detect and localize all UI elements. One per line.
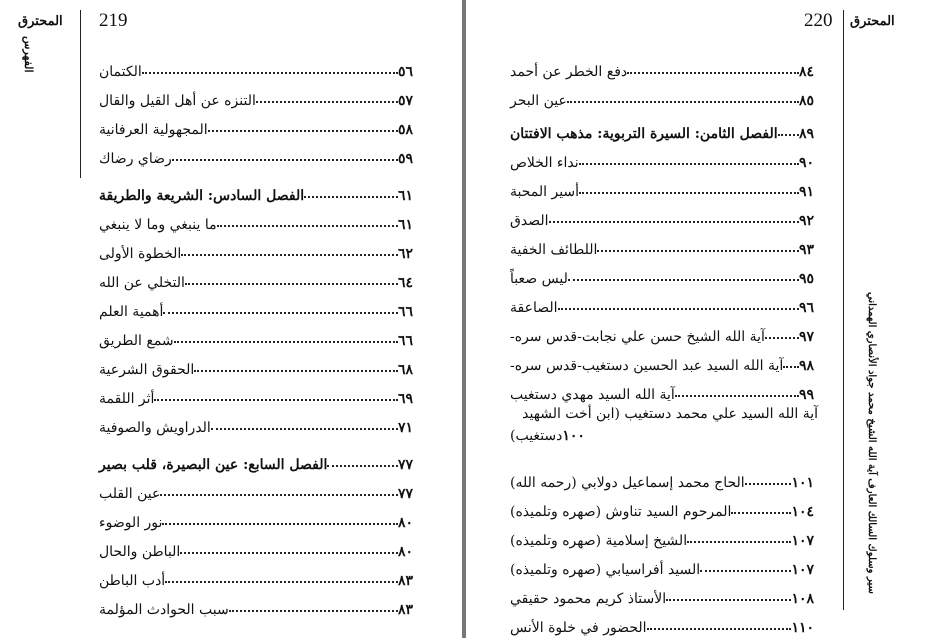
dot-leader (745, 483, 792, 485)
dot-leader (154, 399, 398, 401)
toc-entry-page: ١٠٤ (791, 504, 814, 520)
toc-entry-title: عين القلب (99, 486, 161, 502)
toc-entry (95, 563, 417, 589)
toc-entry-title: الأستاذ كريم محمود حقيقي (510, 591, 667, 607)
dot-leader (327, 465, 398, 467)
toc-entry-page: ٩٥ (798, 271, 814, 287)
toc-entry-page: ٨٤ (798, 64, 814, 80)
toc-entry-page: ٩٧ (798, 329, 814, 345)
toc-entry-page: ٦٢ (397, 246, 413, 262)
toc-entry (95, 352, 417, 378)
dot-leader (160, 494, 398, 496)
toc-entry-page: ٥٨ (397, 122, 413, 138)
toc-entry (95, 294, 417, 320)
header-rule (80, 10, 81, 178)
toc-entry (95, 112, 417, 138)
left-page (0, 0, 462, 638)
toc-entry-title: الخطوة الأولى (99, 246, 182, 262)
toc-entry (506, 290, 818, 316)
dot-leader (256, 101, 398, 103)
dot-leader (579, 163, 799, 165)
dot-leader (675, 395, 799, 397)
toc-entry-page: ٧٧ (397, 457, 413, 473)
toc-entry (506, 348, 818, 374)
toc-entry-page: ٦٦ (397, 304, 413, 320)
toc-entry-title: الصاعقة (510, 300, 558, 316)
toc-entry (95, 323, 417, 349)
header-rule (843, 10, 844, 610)
dot-leader (217, 225, 398, 227)
toc-entry (506, 145, 818, 171)
toc-entry (506, 261, 818, 287)
toc-entry-page: ١٠٠ (562, 428, 585, 444)
dot-leader (304, 196, 398, 198)
toc-entry-title: أهمية العلم (99, 304, 164, 320)
dot-leader (558, 308, 799, 310)
dot-leader (666, 599, 791, 601)
toc-entry-continuation (506, 428, 818, 444)
toc-entry-page: ٨٣ (397, 573, 413, 589)
toc-entry (95, 381, 417, 407)
dot-leader (627, 72, 799, 74)
dot-leader (163, 312, 398, 314)
toc-entry (95, 534, 417, 560)
toc-entry-title: الفصل السادس: الشريعة والطريقة (99, 188, 305, 204)
toc-entry-page: ٩٠ (798, 155, 814, 171)
toc-entry-page: ٦٤ (397, 275, 413, 291)
toc-entry-title: سبب الحوادث المؤلمة (99, 602, 229, 618)
toc-entry-page: ٨٩ (798, 126, 814, 142)
toc-entry-page: ٥٧ (397, 93, 413, 109)
toc-entry (506, 465, 818, 491)
toc-entry-page: ١٠٨ (791, 591, 814, 607)
toc-entry (506, 319, 818, 345)
right-page (466, 0, 928, 638)
toc-entry-page: ٩٨ (798, 358, 814, 374)
dot-leader (181, 254, 398, 256)
toc-entry-title: الحاج محمد إسماعيل دولابي (رحمه الله) (510, 475, 745, 491)
toc-entry (95, 178, 417, 204)
dot-leader (568, 279, 799, 281)
toc-entry (95, 592, 417, 618)
toc-entry-page: ٦١ (397, 217, 413, 233)
toc-entry-page: ٦٩ (397, 391, 413, 407)
toc-list (95, 54, 417, 624)
toc-entry (95, 54, 417, 80)
toc-entry-page: ٨٠ (397, 515, 413, 531)
toc-entry (506, 406, 818, 444)
dot-leader (687, 541, 791, 543)
toc-entry-title: ليس صعباً (510, 271, 568, 287)
dot-leader (180, 552, 398, 554)
toc-entry-title: أدب الباطن (99, 573, 166, 589)
toc-entry-page: ١٠١ (791, 475, 814, 491)
toc-entry-title-cont: دستغيب) (510, 428, 563, 444)
dot-leader (194, 370, 398, 372)
toc-entry-title: آية الله الشيخ حسن علي نجابت-قدس سره- (510, 329, 765, 345)
dot-leader (778, 134, 799, 136)
toc-entry (506, 174, 818, 200)
toc-entry (506, 83, 818, 109)
toc-entry-page: ١٠٧ (791, 533, 814, 549)
toc-entry-page: ٧٧ (397, 486, 413, 502)
toc-entry (506, 552, 818, 578)
toc-entry (95, 207, 417, 233)
toc-entry (95, 476, 417, 502)
page-number: 220 (804, 10, 833, 31)
toc-entry-page: ٧١ (397, 420, 413, 436)
dot-leader (549, 221, 799, 223)
toc-entry-title: آية الله السيد مهدي دستغيب (510, 387, 675, 403)
toc-entry (506, 377, 818, 403)
dot-leader (597, 250, 799, 252)
side-label: الفهرس (22, 36, 35, 73)
dot-leader (579, 192, 799, 194)
toc-entry-title: الباطن والحال (99, 544, 181, 560)
dot-leader (174, 341, 398, 343)
toc-entry (95, 236, 417, 262)
toc-entry-title: السيد أفراسيابي (صهره وتلميذه) (510, 562, 701, 578)
toc-entry (95, 141, 417, 167)
toc-entry-title: التخلي عن الله (99, 275, 185, 291)
toc-entry-title: الفصل الثامن: السيرة التربوية: مذهب الافتتان (510, 126, 778, 142)
toc-entry (95, 505, 417, 531)
toc-entry-page: ٦١ (397, 188, 413, 204)
toc-entry-page: ٦٨ (397, 362, 413, 378)
toc-entry-page: ٦٦ (397, 333, 413, 349)
dot-leader (783, 366, 799, 368)
toc-entry-page: ٩٢ (798, 213, 814, 229)
dot-leader (700, 570, 791, 572)
dot-leader (142, 72, 398, 74)
toc-entry-page: ٩٣ (798, 242, 814, 258)
toc-entry-title: شمع الطريق (99, 333, 174, 349)
dot-leader (162, 523, 398, 525)
toc-entry-page: ٨٥ (798, 93, 814, 109)
toc-entry-title: آية الله السيد عبد الحسين دستغيب-قدس سره- (510, 358, 784, 374)
dot-leader (567, 101, 799, 103)
dot-leader (211, 428, 398, 430)
toc-entry (506, 523, 818, 549)
toc-entry-page: ٩١ (798, 184, 814, 200)
toc-entry-title: الفصل السابع: عين البصيرة، قلب بصير (99, 457, 328, 473)
toc-entry-title: ما ينبغي وما لا ينبغي (99, 217, 217, 233)
toc-entry-title: الدراويش والصوفية (99, 420, 211, 436)
toc-entry-title: نداء الخلاص (510, 155, 579, 171)
toc-entry-page: ٨٠ (397, 544, 413, 560)
toc-entry (506, 610, 818, 636)
dot-leader (229, 610, 398, 612)
toc-entry-page: ١١٠ (791, 620, 814, 636)
toc-entry-title: نور الوضوء (99, 515, 163, 531)
dot-leader (172, 159, 398, 161)
running-header: المحترق (850, 14, 895, 29)
toc-entry (506, 494, 818, 520)
toc-entry-page: ١٠٧ (791, 562, 814, 578)
toc-entry-title: الحضور في خلوة الأنس (510, 620, 647, 636)
dot-leader (208, 130, 398, 132)
toc-entry-title: أسير المحبة (510, 184, 580, 200)
toc-entry-title: آية الله السيد علي محمد دستغيب (ابن أخت الشهيد (522, 406, 818, 422)
running-header: المحترق (18, 14, 63, 29)
toc-entry (95, 265, 417, 291)
page-number: 219 (99, 10, 128, 31)
toc-entry-title: أثر اللقمة (99, 391, 155, 407)
toc-entry-title: الشيخ إسلامية (صهره وتلميذه) (510, 533, 688, 549)
toc-entry-title: المرحوم السيد تناوش (صهره وتلميذه) (510, 504, 732, 520)
toc-entry-title: اللطائف الخفية (510, 242, 598, 258)
dot-leader (765, 337, 799, 339)
toc-entry (95, 410, 417, 436)
toc-entry-page: ٩٦ (798, 300, 814, 316)
side-label: سير وسلوك السالك العارف آية الله الشيخ محمد جواد الأنصاري الهمداني (866, 292, 877, 594)
toc-entry-title: الصدق (510, 213, 549, 229)
toc-entry-page: ٥٩ (397, 151, 413, 167)
dot-leader (647, 628, 792, 630)
dot-leader (185, 283, 398, 285)
toc-entry-title: التنزه عن أهل القيل والقال (99, 93, 256, 109)
toc-entry (506, 203, 818, 229)
toc-entry-title: عين البحر (510, 93, 567, 109)
toc-entry-page: ٩٩ (798, 387, 814, 403)
toc-entry (506, 54, 818, 80)
toc-entry-page: ٨٣ (397, 602, 413, 618)
toc-entry-page: ٥٦ (397, 64, 413, 80)
dot-leader (165, 581, 398, 583)
dot-leader (731, 512, 791, 514)
toc-entry-title: دفع الخطر عن أحمد (510, 64, 628, 80)
toc-entry (95, 447, 417, 473)
toc-entry-title: المجهولية العرفانية (99, 122, 208, 138)
toc-entry (506, 581, 818, 607)
toc-entry (506, 232, 818, 258)
toc-entry-title: الحقوق الشرعية (99, 362, 195, 378)
toc-entry (95, 83, 417, 109)
toc-entry (506, 116, 818, 142)
toc-entry-title: رضاي رضاك (99, 151, 172, 167)
toc-list (506, 54, 818, 636)
toc-entry-title: الكتمان (99, 64, 142, 80)
